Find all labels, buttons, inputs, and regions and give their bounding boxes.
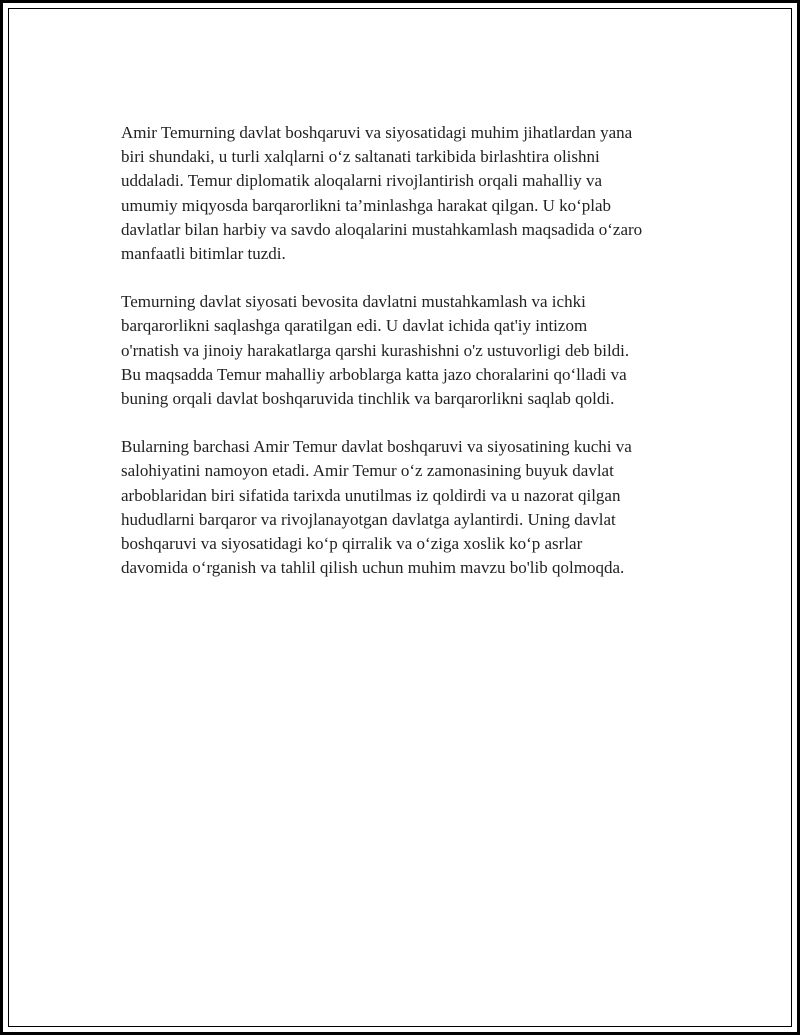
text-line: Temurning davlat siyosati bevosita davlatni mustahkamlash va ichki [121, 292, 586, 312]
paragraph-1 [121, 121, 696, 266]
text-line: davlatlar bilan harbiy va savdo aloqalarini mustahkamlash maqsadida o‘zaro [121, 219, 643, 239]
text-line: umumiy miqyosda barqarorlikni ta’minlashga harakat qilgan. U ko‘plab [121, 195, 612, 215]
text-line: Bularning barchasi Amir Temur davlat boshqaruvi va siyosatining kuchi va [121, 437, 632, 457]
text-line: Bu maqsadda Temur mahalliy arboblarga katta jazo choralarini qo‘lladi va [121, 364, 627, 384]
text-line: uddaladi. Temur diplomatik aloqalarni rivojlantirish orqali mahalliy va [121, 171, 602, 191]
text-line: manfaatli bitimlar tuzdi. [121, 244, 286, 264]
text-line: Amir Temurning davlat boshqaruvi va siyosatidagi muhim jihatlardan yana [121, 123, 633, 142]
text-line: buning orqali davlat boshqaruvida tinchlik va barqarorlikni saqlab qoldi. [121, 389, 615, 409]
text-line: davomida o‘rganish va tahlil qilish uchun muhim mavzu bo'lib qolmoqda. [121, 558, 625, 578]
text-line: o'rnatish va jinoiy harakatlarga qarshi kurashishni o'z ustuvorligi deb bildi. [121, 340, 630, 360]
text-line: salohiyatini namoyon etadi. Amir Temur o‘z zamonasining buyuk davlat [121, 461, 614, 481]
paragraph-3 [121, 435, 696, 580]
text-line: hududlarni barqaror va rivojlanayotgan davlatga aylantirdi. Uning davlat [121, 509, 616, 529]
text-line: biri shundaki, u turli xalqlarni o‘z saltanati tarkibida birlashtira olishni [121, 147, 600, 167]
text-line: boshqaruvi va siyosatidagi ko‘p qirralik va o‘ziga xoslik ko‘p asrlar [121, 534, 583, 554]
text-line: arboblaridan biri sifatida tarixda unutilmas iz qoldirdi va u nazorat qilgan [121, 485, 621, 505]
text-line: barqarorlikni saqlashga qaratilgan edi. U davlat ichida qat'iy intizom [121, 316, 588, 336]
document-body [121, 121, 696, 604]
paragraph-2 [121, 290, 696, 411]
